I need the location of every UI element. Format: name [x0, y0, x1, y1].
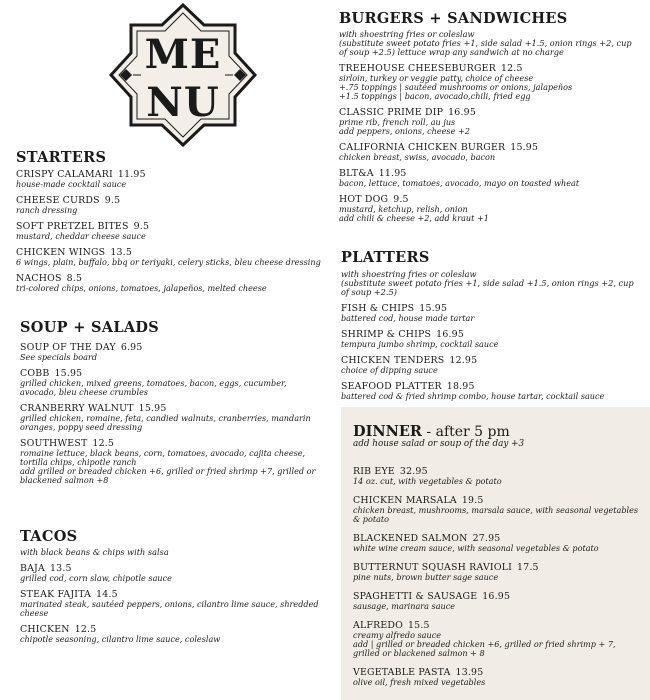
item-name: TREEHOUSE CHEESEBURGER [339, 63, 496, 74]
item-description: sirloin, turkey or veggie patty, choice of cheese [339, 73, 534, 83]
item-price: 12.5 [74, 624, 97, 635]
menu-item [341, 355, 641, 375]
item-description: bacon, lettuce, tomatoes, avocado, mayo on toasted wheat [339, 178, 580, 188]
item-description: chicken breast, mushrooms, marsala sauce, with seasonal vegetables & potato [353, 505, 639, 524]
item-price: 15.95 [419, 303, 448, 314]
item-description: tempura jumbo shrimp, cocktail sauce [341, 339, 499, 349]
item-name: SOUP OF THE DAY [20, 342, 116, 353]
item-price: 18.95 [446, 381, 475, 392]
item-description: mustard, cheddar cheese sauce [16, 231, 146, 241]
menu-item [20, 438, 320, 485]
item-price: 16.95 [482, 591, 511, 602]
menu-item [20, 624, 320, 644]
item-price: 16.95 [448, 107, 476, 118]
menu-item [353, 562, 643, 582]
item-description: See specials board [20, 352, 98, 362]
section-title: TACOS [20, 528, 78, 545]
menu-item [353, 620, 643, 658]
item-name: RIB EYE [353, 466, 395, 477]
item-name: CHEESE CURDS [16, 195, 100, 206]
item-name: CRISPY CALAMARI [16, 169, 113, 180]
logo-text-line1: ME [144, 31, 222, 78]
menu-item [16, 169, 326, 189]
item-price: 9.5 [104, 195, 121, 206]
item-name: ALFREDO [353, 620, 404, 631]
item-price: 12.5 [92, 438, 115, 449]
item-price: 8.5 [66, 273, 83, 284]
item-name: CHICKEN MARSALA [353, 495, 457, 506]
menu-item [16, 273, 326, 293]
burgers-section [339, 11, 639, 229]
item-name: SPAGHETTI & SAUSAGE [353, 591, 478, 602]
item-description: 6 wings, plain, buffalo, bbq or teriyaki, celery sticks, bleu cheese dressing [16, 257, 321, 267]
section-title: SOUP + SALADS [20, 319, 160, 336]
item-description: ranch dressing [16, 205, 78, 215]
item-name: FISH & CHIPS [341, 303, 415, 314]
item-name: CALIFORNIA CHICKEN BURGER [339, 142, 506, 153]
item-name: BLACKENED SALMON [353, 533, 468, 544]
menu-item [20, 403, 320, 432]
item-name: BLT&A [339, 168, 374, 179]
item-description: house-made cocktail sauce [16, 179, 127, 189]
menu-item [20, 563, 320, 583]
menu-item [339, 194, 639, 223]
menu-item [353, 495, 643, 524]
menu-item [20, 368, 320, 397]
menu-item [339, 142, 639, 162]
menu-item [341, 381, 641, 401]
menu-item [353, 591, 643, 611]
item-price: 13.95 [455, 667, 484, 678]
item-price: 15.95 [54, 368, 83, 379]
menu-item [20, 342, 320, 362]
section-subtitle: with shoestring fries or coleslaw [341, 269, 477, 279]
section-subtitle: with black beans & chips with salsa [20, 547, 169, 557]
logo-text-line2: NU [146, 79, 220, 126]
menu-item [339, 168, 639, 188]
item-name: CHICKEN [20, 624, 70, 635]
menu-item [353, 667, 643, 687]
item-name: SHRIMP & CHIPS [341, 329, 432, 340]
item-price: 6.95 [120, 342, 143, 353]
item-price: 13.5 [110, 247, 132, 258]
tacos-section [20, 529, 320, 650]
starters-section [16, 150, 326, 299]
section-subtitle: add house salad or soup of the day +3 [353, 439, 525, 449]
item-name: VEGETABLE PASTA [353, 667, 451, 678]
item-description: white wine cream sauce, with seasonal vegetables & potato [353, 543, 599, 553]
item-description: grilled chicken, mixed greens, tomatoes, bacon, eggs, cucumber, avocado, bleu cheese crumbles [20, 378, 287, 397]
menu-logo [103, 3, 263, 148]
section-title: PLATTERS [341, 249, 430, 266]
item-price: 19.5 [461, 495, 484, 506]
item-price: 14.5 [96, 589, 118, 600]
item-description: tri-colored chips, onions, tomatoes, jalapeños, melted cheese [16, 283, 267, 293]
item-price: 11.95 [378, 168, 407, 179]
item-price: 32.95 [399, 466, 428, 477]
item-description: chicken breast, swiss, avocado, bacon [339, 152, 496, 162]
item-price: 12.5 [500, 63, 523, 74]
item-addon: add peppers, onions, cheese +2 [339, 126, 470, 136]
item-name: STEAK FAJITA [20, 589, 92, 600]
item-price: 27.95 [472, 533, 501, 544]
item-addon: add chili & cheese +2, add kraut +1 [339, 213, 489, 223]
menu-item [16, 247, 326, 267]
item-description: romaine lettuce, black beans, corn, tomatoes, avocado, cajita cheese, tortilla chips, chipotle ranch [20, 448, 306, 467]
item-price: 12.95 [449, 355, 478, 366]
item-price: 15.95 [138, 403, 167, 414]
item-addon: add grilled or breaded chicken +6, grilled or fried shrimp +7, grilled or blackened salmon +8 [20, 466, 316, 485]
item-description: grilled cod, corn slaw, chipotle sauce [20, 573, 172, 583]
section-title [353, 424, 643, 440]
menu-item [16, 221, 326, 241]
item-name: CHICKEN TENDERS [341, 355, 445, 366]
item-description: grilled chicken, romaine, feta, candied walnuts, cranberries, mandarin oranges, poppy seed dressing [20, 413, 311, 432]
item-description: battered cod & fried shrimp combo, house tartar, cocktail sauce [341, 391, 605, 401]
item-addon: add | grilled or breaded chicken +6, grilled or fried shrimp + 7, grilled or blackened salmon + 8 [353, 639, 616, 658]
item-price: 9.5 [133, 221, 150, 232]
platters-section [341, 250, 641, 407]
section-subtitle-substitutions: (substitute sweet potato fries +1, side salad +1.5, onion rings +2, cup of soup +2.5) [341, 278, 634, 297]
soup-salads-section [20, 320, 320, 491]
item-price: 11.95 [117, 169, 146, 180]
item-name: NACHOS [16, 273, 62, 284]
item-name: BAJA [20, 563, 45, 574]
item-name: SEAFOOD PLATTER [341, 381, 442, 392]
item-description: battered cod, house made tartar [341, 313, 475, 323]
menu-item [341, 303, 641, 323]
section-title: STARTERS [16, 149, 107, 166]
item-name: HOT DOG [339, 194, 389, 205]
dinner-section [341, 407, 650, 700]
item-description: prime rib, french roll, au jus [339, 117, 456, 127]
menu-item [353, 533, 643, 553]
item-description: pine nuts, brown butter sage sauce [353, 572, 499, 582]
item-name: SOFT PRETZEL BITES [16, 221, 129, 232]
menu-item [341, 329, 641, 349]
item-name: CLASSIC PRIME DIP [339, 107, 444, 118]
item-addon: +.75 toppings | sautéed mushrooms or onions, jalapeños [339, 82, 573, 92]
item-name: SOUTHWEST [20, 438, 88, 449]
menu-item [20, 589, 320, 618]
item-description: chipotle seasoning, cilantro lime sauce, coleslaw [20, 634, 221, 644]
item-description: sausage, marinara sauce [353, 601, 456, 611]
item-addon: +1.5 toppings | bacon, avocado,chili, fried egg [339, 91, 531, 101]
item-price: 17.5 [517, 562, 539, 573]
menu-item [339, 63, 639, 101]
item-name: CHICKEN WINGS [16, 247, 106, 258]
section-subtitle: with shoestring fries or coleslaw [339, 29, 475, 39]
item-price: 15.5 [408, 620, 430, 631]
item-price: 9.5 [393, 194, 409, 205]
dinner-title-main: DINNER [353, 423, 422, 440]
item-description: mustard, ketchup, relish, onion [339, 204, 468, 214]
item-price: 16.95 [436, 329, 464, 340]
item-description: olive oil, fresh mixed vegetables [353, 677, 486, 687]
item-price: 13.5 [50, 563, 72, 574]
menu-item [16, 195, 326, 215]
menu-item [339, 107, 639, 136]
item-description: 14 oz. cut, with vegetables & potato [353, 476, 502, 486]
item-description: creamy alfredo sauce [353, 630, 442, 640]
item-description: choice of dipping sauce [341, 365, 438, 375]
item-description: marinated steak, sautéed peppers, onions, cilantro lime sauce, shredded cheese [20, 599, 319, 618]
section-title: BURGERS + SANDWICHES [339, 10, 568, 27]
section-subtitle-substitutions: (substitute sweet potato fries +1, side salad +1.5, onion rings +2, cup of soup +2.5) lettuce wrap any sandwich at no charge [339, 38, 632, 57]
item-price: 15.95 [510, 142, 539, 153]
item-name: BUTTERNUT SQUASH RAVIOLI [353, 562, 513, 573]
item-name: CRANBERRY WALNUT [20, 403, 134, 414]
dinner-title-after: - after 5 pm [421, 424, 510, 440]
menu-item [353, 466, 643, 486]
item-name: COBB [20, 368, 50, 379]
